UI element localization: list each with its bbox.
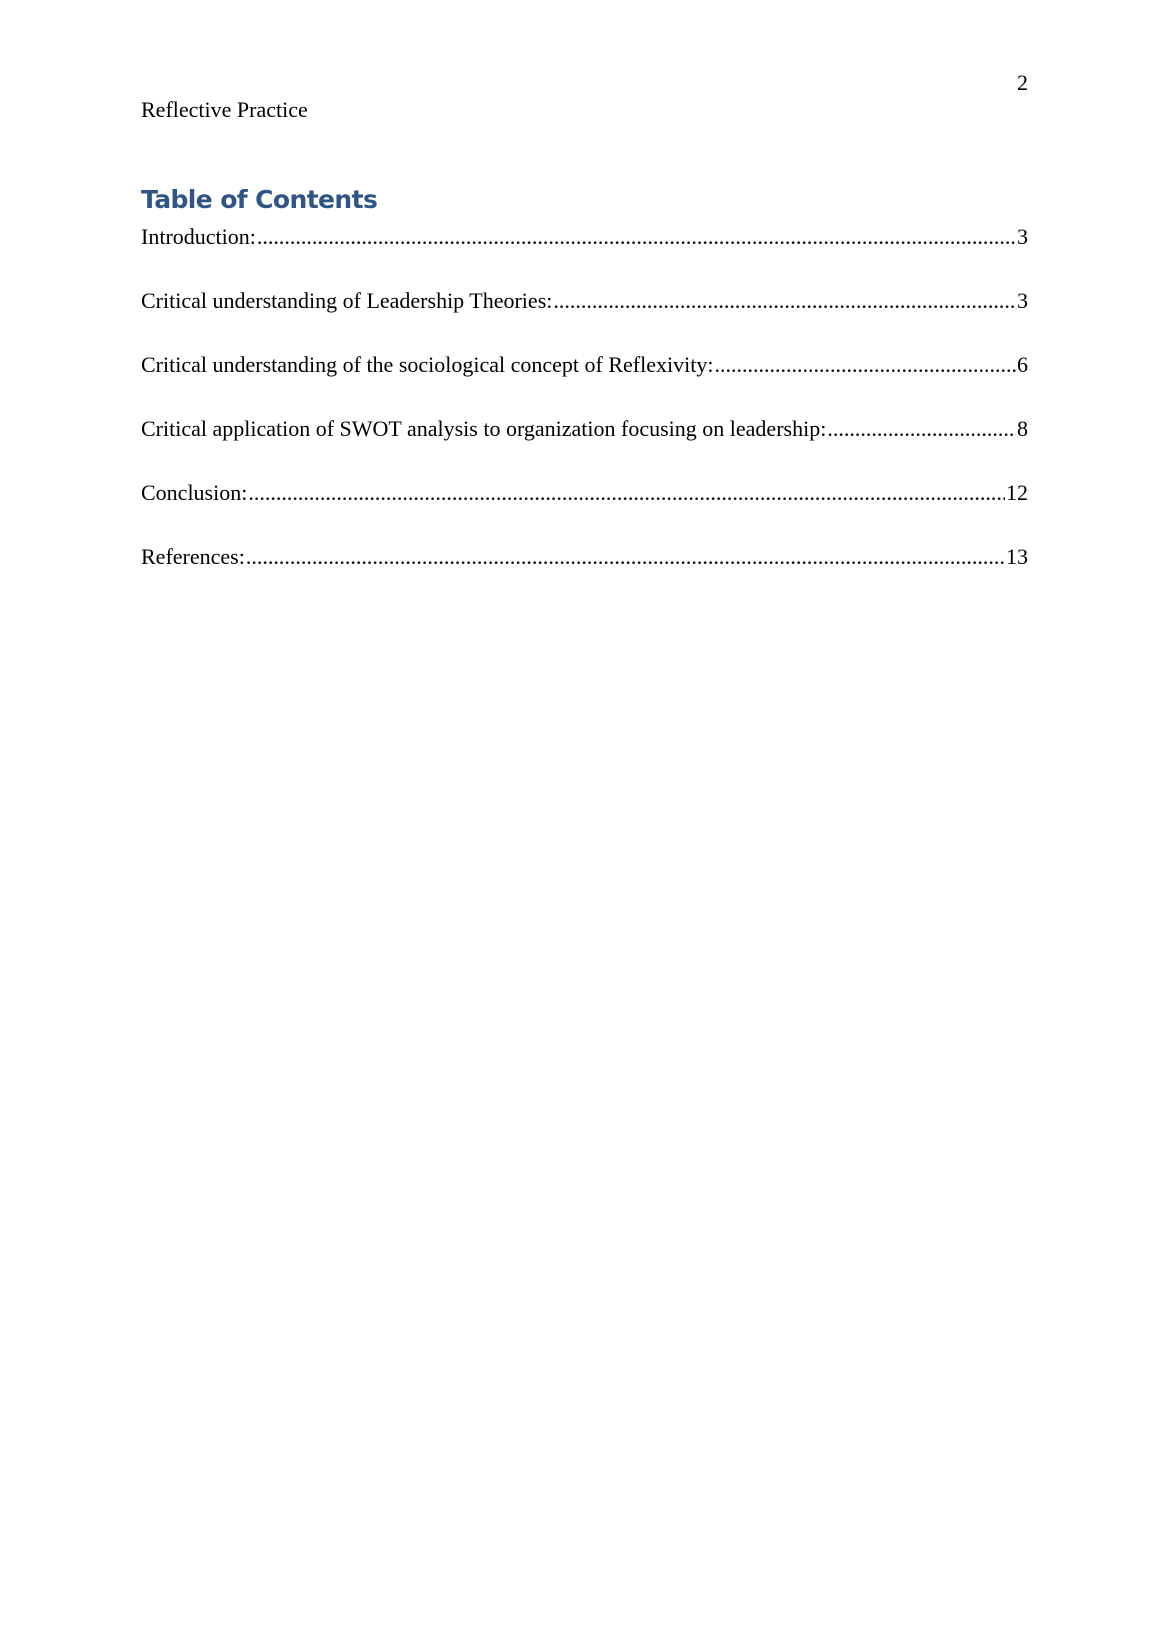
- toc-entry-reflexivity[interactable]: [141, 352, 1028, 416]
- toc-entry-title: References:: [141, 544, 245, 569]
- toc-entry-title: Critical understanding of Leadership Theories:: [141, 288, 553, 313]
- toc-dot-leader: [248, 480, 1005, 506]
- toc-entry-title: Introduction:: [141, 224, 256, 249]
- toc-entry-title: Critical understanding of the sociological concept of Reflexivity:: [141, 352, 714, 377]
- running-head: Reflective Practice: [141, 97, 308, 122]
- toc-list: [141, 224, 1028, 608]
- toc-entry-introduction[interactable]: [141, 224, 1028, 288]
- toc-entry-references[interactable]: [141, 544, 1028, 608]
- toc-dot-leader: [257, 224, 1016, 250]
- toc-entry-leadership-theories[interactable]: [141, 288, 1028, 352]
- toc-heading: Table of Contents: [141, 185, 378, 214]
- toc-entry-title: Conclusion:: [141, 480, 248, 505]
- toc-entry-swot-analysis[interactable]: [141, 416, 1028, 480]
- toc-entry-page: 6: [1017, 352, 1028, 377]
- toc-entry-page: 3: [1017, 288, 1028, 313]
- toc-dot-leader: [827, 416, 1016, 442]
- page-number: 2: [1017, 70, 1028, 95]
- toc-dot-leader: [714, 352, 1016, 378]
- toc-dot-leader: [246, 544, 1005, 570]
- toc-entry-conclusion[interactable]: [141, 480, 1028, 544]
- toc-entry-title: Critical application of SWOT analysis to organization focusing on leadership:: [141, 416, 827, 441]
- toc-dot-leader: [553, 288, 1016, 314]
- toc-entry-page: 13: [1006, 544, 1028, 569]
- toc-entry-page: 8: [1017, 416, 1028, 441]
- toc-entry-page: 3: [1017, 224, 1028, 249]
- toc-entry-page: 12: [1006, 480, 1028, 505]
